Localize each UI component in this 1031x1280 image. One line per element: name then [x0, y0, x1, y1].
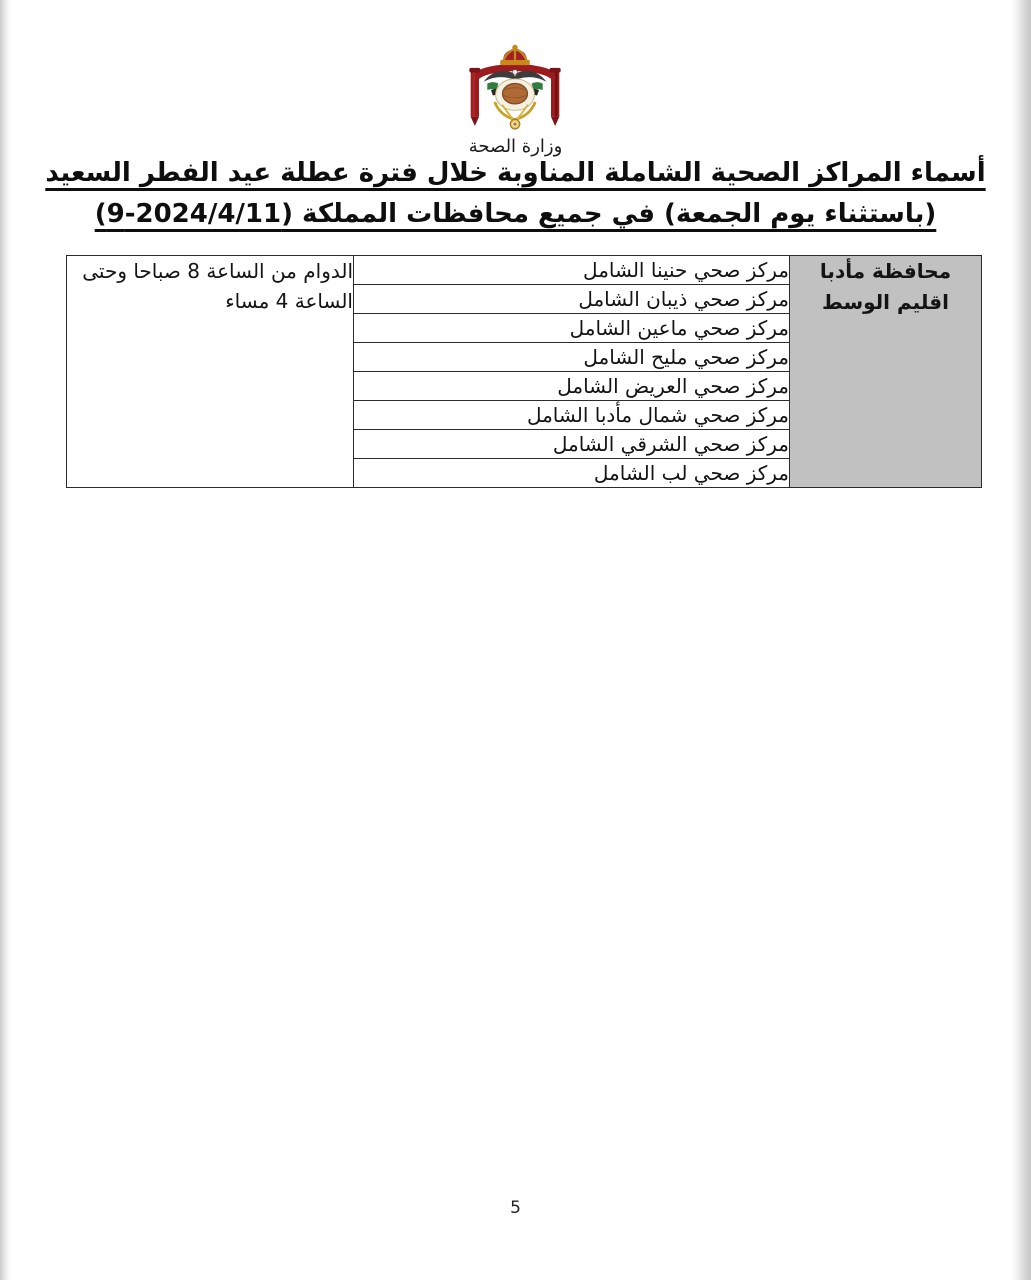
health-center-cell: مركز صحي مليح الشامل — [354, 343, 790, 372]
ministry-label: وزارة الصحة — [468, 136, 563, 157]
health-center-cell: مركز صحي ماعين الشامل — [354, 314, 790, 343]
document-title-line2: (باستثناء يوم الجمعة) في جميع محافظات المملكة (2024/4/11-9) — [94, 199, 937, 229]
health-centers-table — [66, 255, 982, 488]
health-center-cell: مركز صحي العريض الشامل — [354, 372, 790, 401]
scan-edge-left — [0, 0, 12, 1280]
health-center-cell: مركز صحي ذيبان الشامل — [354, 285, 790, 314]
region-name: اقليم الوسط — [822, 290, 949, 314]
health-center-cell: مركز صحي لب الشامل — [354, 459, 790, 488]
table-row — [67, 256, 982, 285]
governorate-name: محافظة مأدبا — [819, 259, 952, 283]
health-center-cell: مركز صحي الشرقي الشامل — [354, 430, 790, 459]
jordan-coat-of-arms-icon — [456, 42, 574, 138]
health-center-cell: مركز صحي شمال مأدبا الشامل — [354, 401, 790, 430]
page-number: 5 — [510, 1198, 521, 1218]
health-center-cell: مركز صحي حنينا الشامل — [354, 256, 790, 285]
governorate-cell — [790, 256, 982, 488]
scan-edge-right — [1011, 0, 1031, 1280]
document-title-line1: أسماء المراكز الصحية الشاملة المناوبة خلال فترة عطلة عيد الفطر السعيد — [45, 158, 986, 188]
working-hours-cell: الدوام من الساعة 8 صباحا وحتى الساعة 4 مساء — [67, 256, 354, 488]
